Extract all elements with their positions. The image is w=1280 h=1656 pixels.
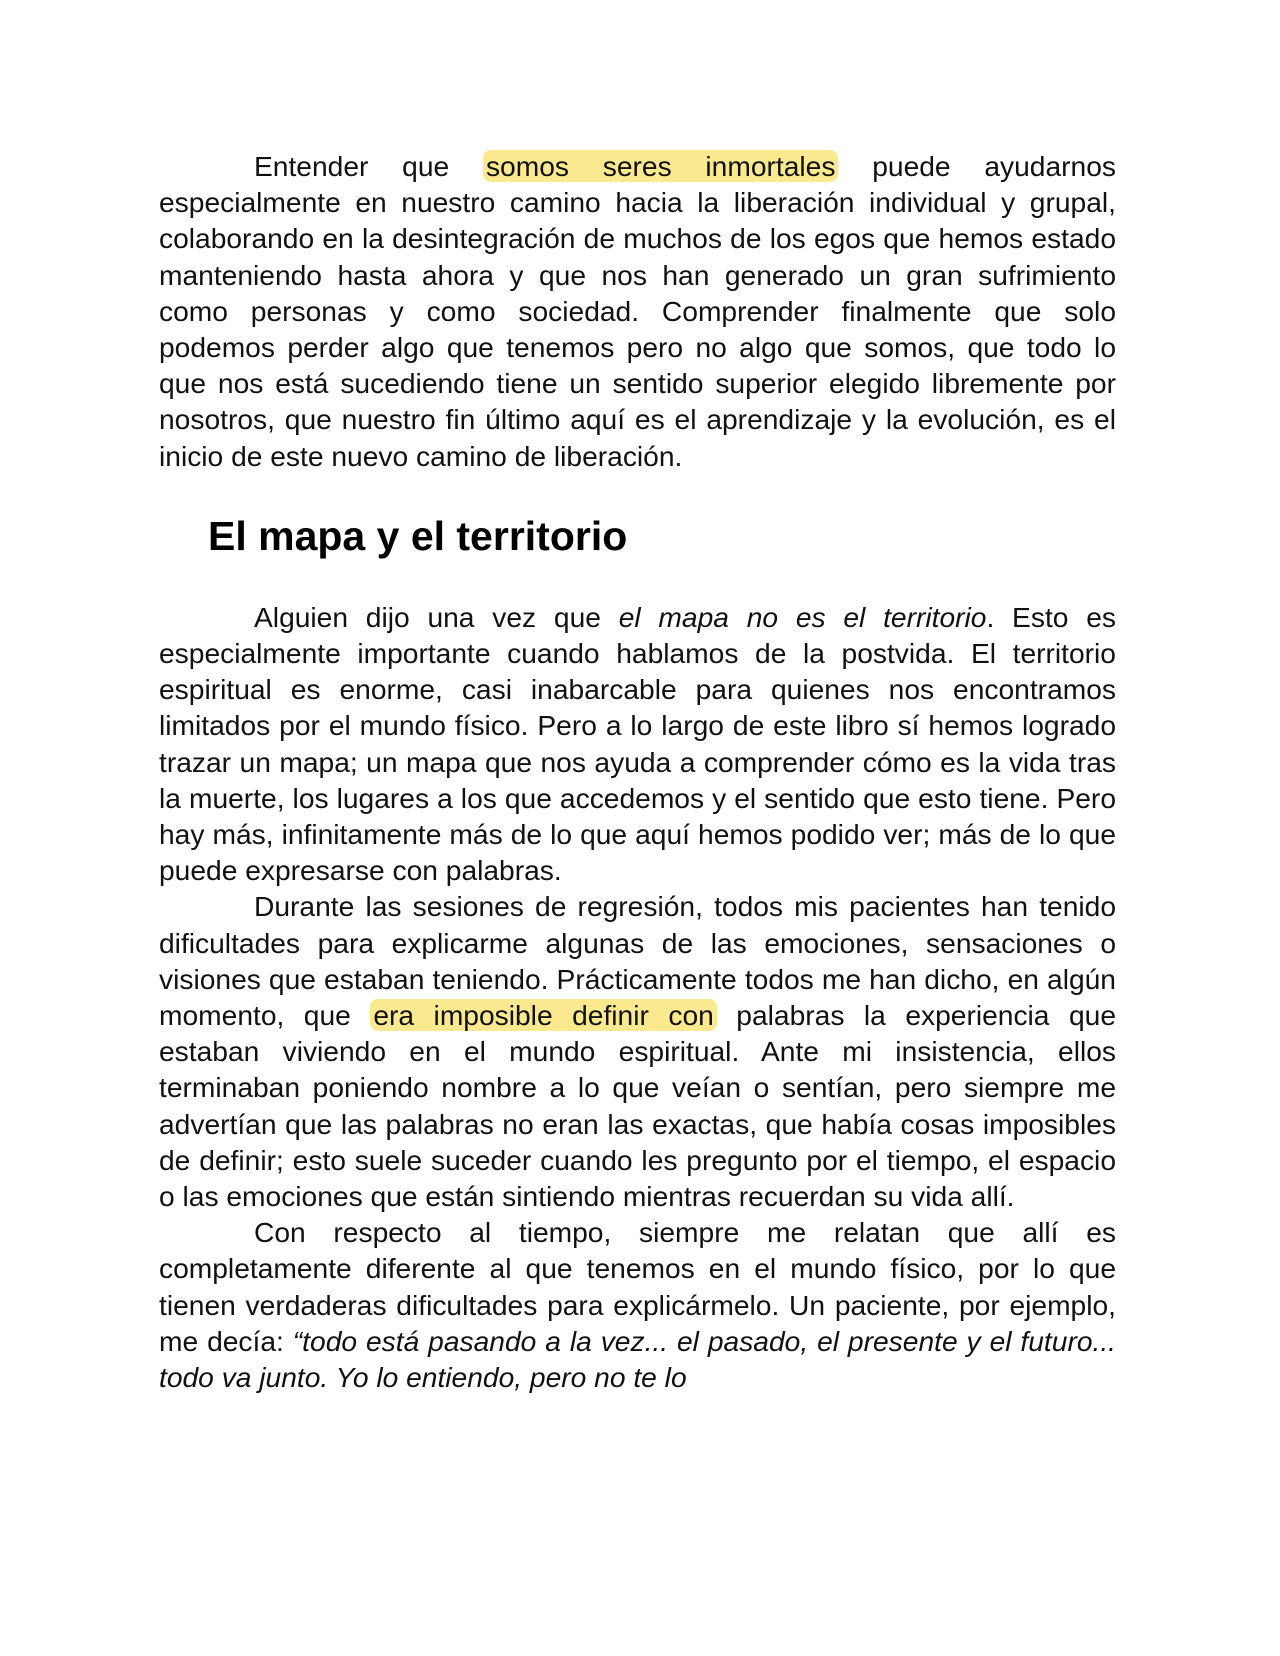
paragraph-text: . Esto es especialmente importante cuando hablamos de la postvida. El territorio espiritual es enorme, casi inabarcable para quienes nos encontramos limitados por el mundo físico. Pero a lo largo de este libro sí hemos logrado trazar un mapa; un mapa que nos ayuda a comprender cómo es la vida tras la muerte, los lugares a los que accedemos y el sentido que esto tiene. Pero hay más, infinitamente más de lo que aquí hemos podido ver; más de lo que puede expresarse con palabras. <box>159 600 1117 887</box>
italic-patient-quote: “todo está pasando a la vez... el pasado, el presente y el futuro... todo va junto. Yo lo entiendo, pero no te lo <box>159 1324 1116 1394</box>
paragraph-map-territory <box>159 599 1116 889</box>
paragraph-text: puede ayudarnos especialmente en nuestro camino hacia la liberación individual y grupal, colaborando en la desintegración de muchos de los egos que hemos estado manteniendo hasta ahora y que nos han generado un gran sufrimiento como personas y como sociedad. Comprender finalmente que solo podemos perder algo que tenemos pero no algo que somos, que todo lo que nos está sucediendo tiene un sentido superior elegido libremente por nosotros, que nuestro fin último aquí es el aprendizaje y la evolución, es el inicio de este nuevo camino de liberación. <box>159 150 1116 472</box>
highlighted-text[interactable]: era imposible definir con <box>370 999 716 1031</box>
document-page <box>159 148 1116 1395</box>
paragraph-text: Alguien dijo una vez que <box>254 600 619 633</box>
paragraph-text: Con respecto al tiempo, siempre me relatan que allí es completamente diferente al que tenemos en el mundo físico, por lo que tienen verdaderas dificultades para explicármelo. Un paciente, por ejemplo, me decía: <box>159 1216 1116 1357</box>
paragraph-regression-sessions <box>159 888 1116 1214</box>
italic-quote: el mapa no es el territorio <box>618 600 987 633</box>
paragraph-text: Durante las sesiones de regresión, todos mis pacientes han tenido dificultades para explicarme algunas de las emociones, sensaciones o visiones que estaban teniendo. Prácticamente todos me han dicho, en algún momento, que <box>159 890 1116 1032</box>
paragraph-text: Entender que <box>254 150 483 182</box>
highlighted-text[interactable]: somos seres inmortales <box>483 150 839 182</box>
paragraph-text: palabras la experiencia que estaban viviendo en el mundo espiritual. Ante mi insistencia, ellos terminaban poniendo nombre a lo que veían o sentían, pero siempre me advertían que las palabras no eran las exactas, que había cosas imposibles de definir; esto suele suceder cuando les pregunto por el tiempo, el espacio o las emociones que están sintiendo mientras recuerdan su vida allí. <box>159 999 1116 1213</box>
section-heading: El mapa y el territorio <box>208 512 628 559</box>
paragraph-time <box>159 1214 1116 1395</box>
paragraph-immortal-beings <box>159 148 1116 474</box>
